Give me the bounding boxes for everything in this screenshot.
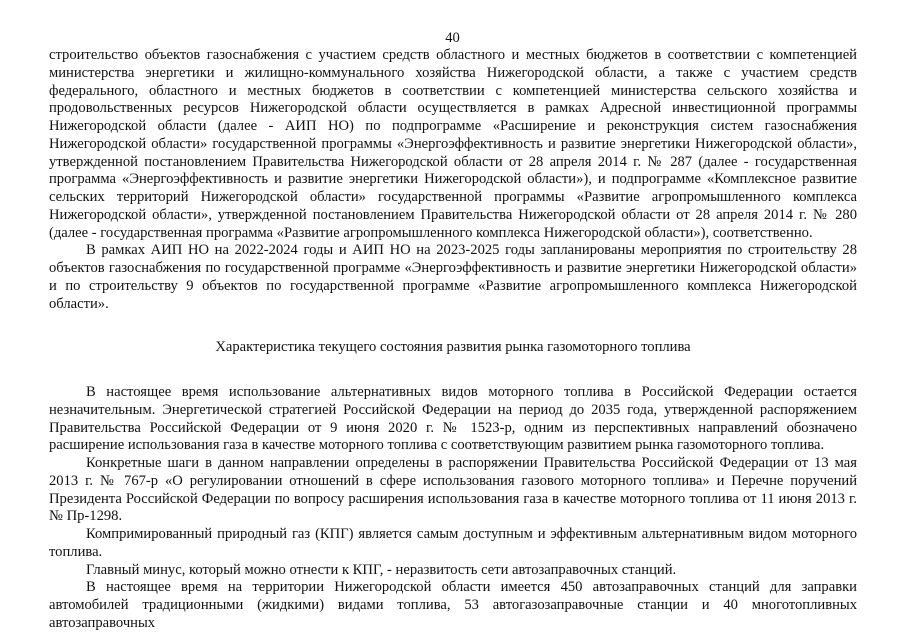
paragraph-main-drawback: Главный минус, который можно отнести к КПГ, - неразвитость сети автозаправочных станций. (86, 561, 677, 578)
paragraph-cng: Компримированный природный газ (КПГ) является самым доступным и эффективным альтернативным видом моторного топлива. (49, 526, 857, 560)
paragraph-government-decree: Конкретные шаги в данном направлении определены в распоряжении Правительства Российской Федерации от 13 мая 2013 г. № 767-р «О регулировании отношений в сфере использования газового моторного топлива» и Перечне поручений Президента Российской Федерации по вопросу расширения использования газа в качестве моторного топлива от 11 июня 2013 г. № Пр-1298. (49, 455, 857, 525)
paragraph-filling-stations: В настоящее время на территории Нижегородской области имеется 450 автозаправочных станций для заправки автомобилей традиционными (жидкими) видами топлива, 53 автогазозаправочные станции и 40 многотопливных автозаправочных (49, 579, 857, 631)
paragraph-gas-supply-financing: строительство объектов газоснабжения с участием средств областного и местных бюджетов в соответствии с компетенцией министерства энергетики и жилищно-коммунального хозяйства Нижегородской области, а также с участием средств федерального, областного и местных бюджетов в соответствии с компетенцией министерства сельского хозяйства и продовольственных ресурсов Нижегородской области осуществляется в рамках Адресной инвестиционной программы Нижегородской области (далее - АИП НО) по подпрограмме «Расширение и реконструкция систем газоснабжения Нижегородской области» государственной программы «Энергоэффективность и развитие энергетики Нижегородской области», утвержденной постановлением Правительства Нижегородской области от 28 апреля 2014 г. № 287 (далее - государственная программа «Энергоэффективность и развитие энергетики Нижегородской области»), и подпрограмме «Комплексное развитие сельских территорий Нижегородской области» государственной программы «Развитие агропромышленного комплекса Нижегородской области», утвержденной постановлением Правительства Нижегородской области от 28 апреля 2014 г. № 280 (далее - государственная программа «Развитие агропромышленного комплекса Нижегородской области»), соответственно. (49, 47, 857, 241)
paragraph-aip-plans: В рамках АИП НО на 2022-2024 годы и АИП НО на 2023-2025 годы запланированы мероприятия по строительству 28 объектов газоснабжения по государственной программе «Энергоэффективность и развитие энергетики Нижегородской области» и по строительству 9 объектов по государственной программе «Развитие агропромышленного комплекса Нижегородской области». (49, 242, 857, 312)
page-number: 40 (445, 30, 460, 46)
document-body (49, 47, 857, 633)
section-heading: Характеристика текущего состояния развития рынка газомоторного топлива (215, 339, 691, 356)
paragraph-alternative-fuel: В настоящее время использование альтернативных видов моторного топлива в Российской Федерации остается незначительным. Энергетической стратегией Российской Федерации на период до 2035 года, утвержденной распоряжением Правительства Российской Федерации от 9 июня 2020 г. № 1523-р, одним из перспективных направлений обозначено расширение использования газа в качестве моторного топлива с соответствующим развитием рынка газомоторного топлива. (49, 384, 857, 454)
